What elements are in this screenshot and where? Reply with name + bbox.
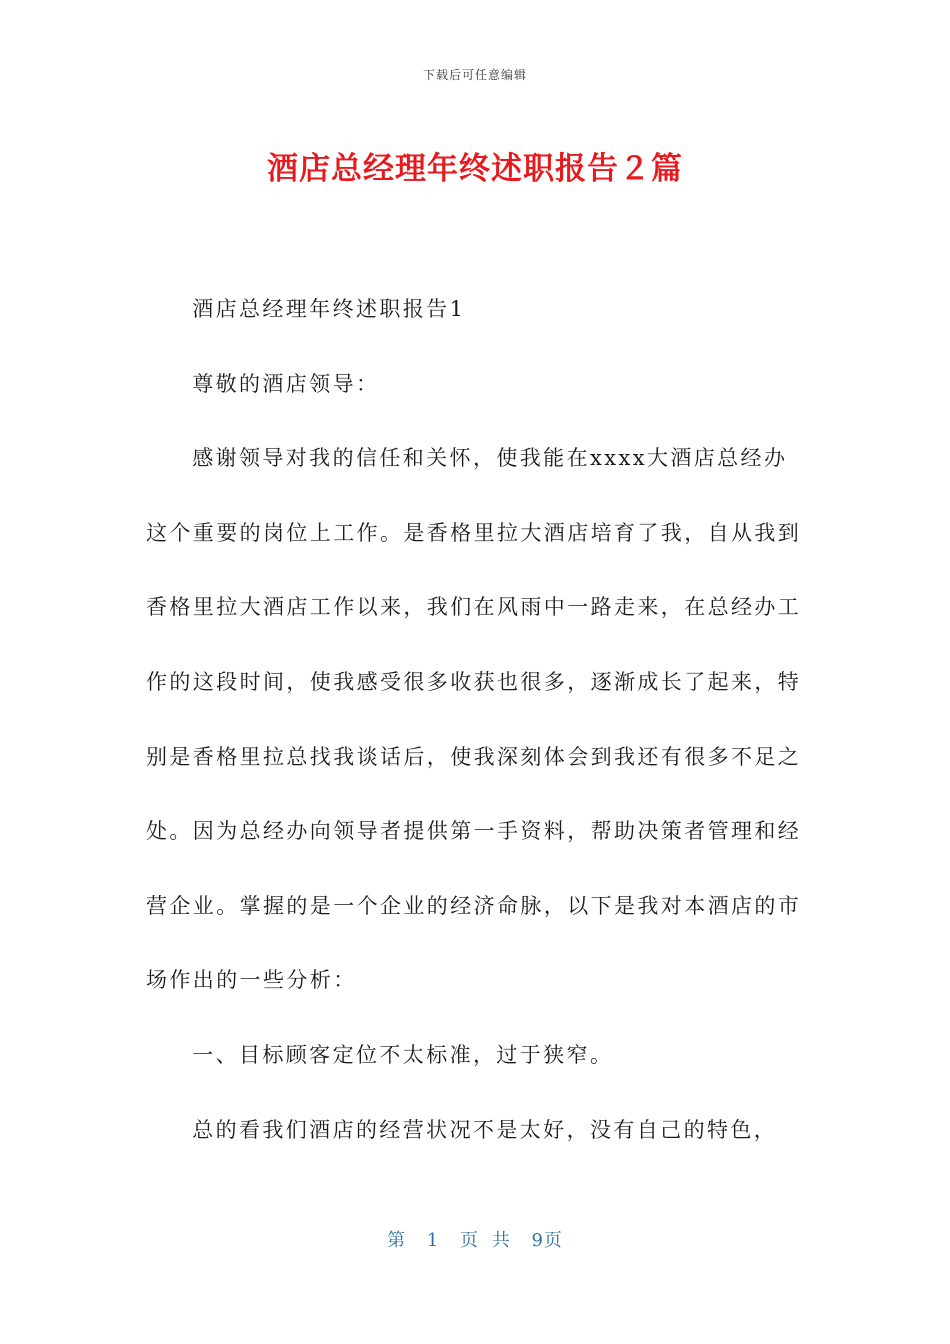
section-heading: 酒店总经理年终述职报告1 — [192, 297, 466, 321]
document-title: 酒店总经理年终述职报告２篇 — [267, 151, 683, 187]
list-point: 一、目标顾客定位不太标准，过于狭窄。 — [192, 1042, 614, 1067]
page-number: 1 — [426, 1230, 440, 1251]
page-total: 9页 — [531, 1230, 563, 1251]
body-paragraph: 总的看我们酒店的经营状况不是太好，没有自己的特色， — [192, 1117, 778, 1142]
page-header-note: 下载后可任意编辑 — [422, 68, 527, 82]
body-paragraph: 感谢领导对我的信任和关怀，使我能在xxxx大酒店总经办这个重要的岗位上工作。是香格里拉大酒店培育了我，自从我到香格里拉大酒店工作以来，我们在风雨中一路走来，在总经办工作的这段时间，使我感受很多收获也很多，逐渐成长了起来，特别是香格里拉总找我谈话后，使我深刻体会到我还有很多不足之处。因为总经办向领导者提供第一手资料，帮助决策者管理和经营企业。掌握的是一个企业的经济命脉，以下是我对本酒店的市场作出的一些分析： — [146, 446, 802, 993]
page-prefix: 第 — [387, 1230, 407, 1251]
document-body — [146, 272, 806, 1167]
page-footer — [0, 1226, 950, 1252]
salutation: 尊敬的酒店领导： — [192, 371, 380, 396]
page-mid: 页 共 — [460, 1230, 511, 1251]
